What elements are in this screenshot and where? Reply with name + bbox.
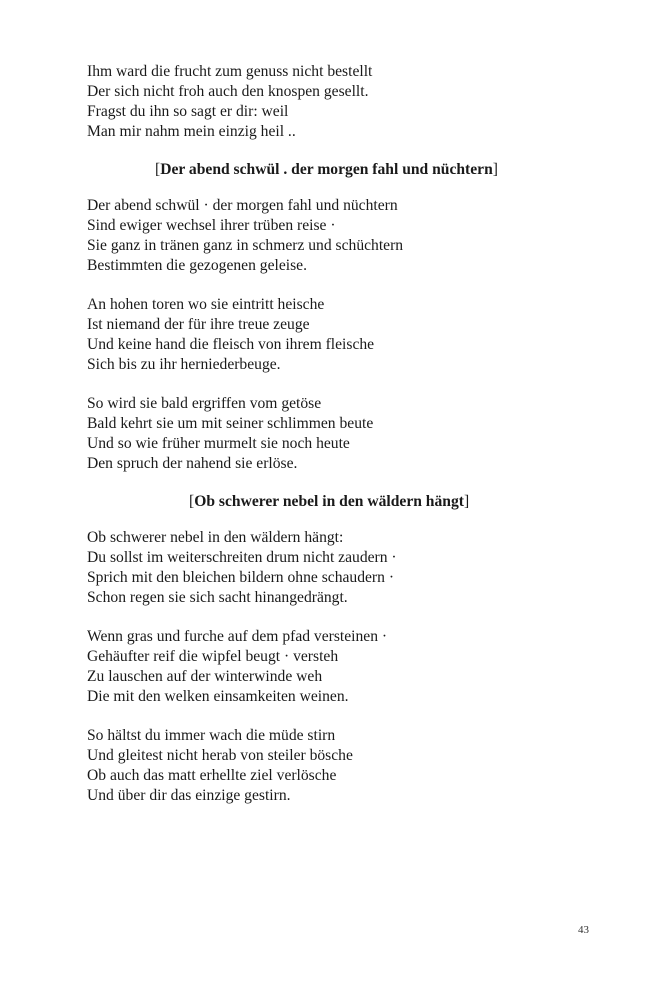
verse-line: So wird sie bald ergriffen vom getöse	[87, 395, 322, 412]
poem-stanza	[87, 196, 587, 276]
poem-title-text: Ob schwerer nebel in den wäldern hängt	[194, 493, 464, 510]
verse-line: Der sich nicht froh auch den knospen gesellt.	[87, 83, 369, 100]
verse-line: Und gleitest nicht herab von steiler bösche	[87, 747, 353, 764]
verse-line: Sprich mit den bleichen bildern ohne schaudern ·	[87, 569, 395, 586]
verse-line: So hältst du immer wach die müde stirn	[87, 727, 336, 744]
fragment-stanza	[87, 62, 587, 142]
verse-line: Fragst du ihn so sagt er dir: weil	[87, 103, 289, 120]
verse-line: Die mit den welken einsamkeiten weinen.	[87, 688, 349, 705]
poem-title-text: Der abend schwül . der morgen fahl und nüchtern	[160, 161, 493, 178]
verse-line: Man mir nahm mein einzig heil ..	[87, 123, 296, 140]
poem-stanza	[87, 726, 587, 806]
verse-line: Ist niemand der für ihre treue zeuge	[87, 316, 310, 333]
verse-line: Der abend schwül · der morgen fahl und nüchtern	[87, 197, 398, 214]
verse-line: Und keine hand die fleisch von ihrem fleische	[87, 336, 375, 353]
verse-line: Zu lauschen auf der winterwinde weh	[87, 668, 323, 685]
poem-stanza	[87, 627, 587, 707]
verse-line: Bald kehrt sie um mit seiner schlimmen beute	[87, 415, 374, 432]
page-body	[87, 62, 587, 806]
verse-line: Sich bis zu ihr herniederbeuge.	[87, 356, 281, 373]
verse-line: Und über dir das einzige gestirn.	[87, 787, 291, 804]
poem-stanza	[87, 295, 587, 375]
verse-line: Du sollst im weiterschreiten drum nicht zaudern ·	[87, 549, 397, 566]
poem-title: [Der abend schwül . der morgen fahl und nüchtern]	[155, 161, 498, 178]
verse-line: Ihm ward die frucht zum genuss nicht bestellt	[87, 63, 373, 80]
poem-title: [Ob schwerer nebel in den wäldern hängt]	[189, 493, 470, 510]
verse-line: Und so wie früher murmelt sie noch heute	[87, 435, 350, 452]
verse-line: Bestimmten die gezogenen geleise.	[87, 257, 307, 274]
verse-line: Wenn gras und furche auf dem pfad versteinen ·	[87, 628, 388, 645]
poem-stanza	[87, 528, 587, 608]
poem-stanza	[87, 394, 587, 474]
page-number: 43	[578, 924, 589, 936]
verse-line: Ob auch das matt erhellte ziel verlösche	[87, 767, 337, 784]
verse-line: Gehäufter reif die wipfel beugt · versteh	[87, 648, 339, 665]
verse-line: Ob schwerer nebel in den wäldern hängt:	[87, 529, 344, 546]
verse-line: Schon regen sie sich sacht hinangedrängt.	[87, 589, 348, 606]
verse-line: Sie ganz in tränen ganz in schmerz und schüchtern	[87, 237, 404, 254]
verse-line: Sind ewiger wechsel ihrer trüben reise ·	[87, 217, 336, 234]
verse-line: Den spruch der nahend sie erlöse.	[87, 455, 298, 472]
verse-line: An hohen toren wo sie eintritt heische	[87, 296, 325, 313]
